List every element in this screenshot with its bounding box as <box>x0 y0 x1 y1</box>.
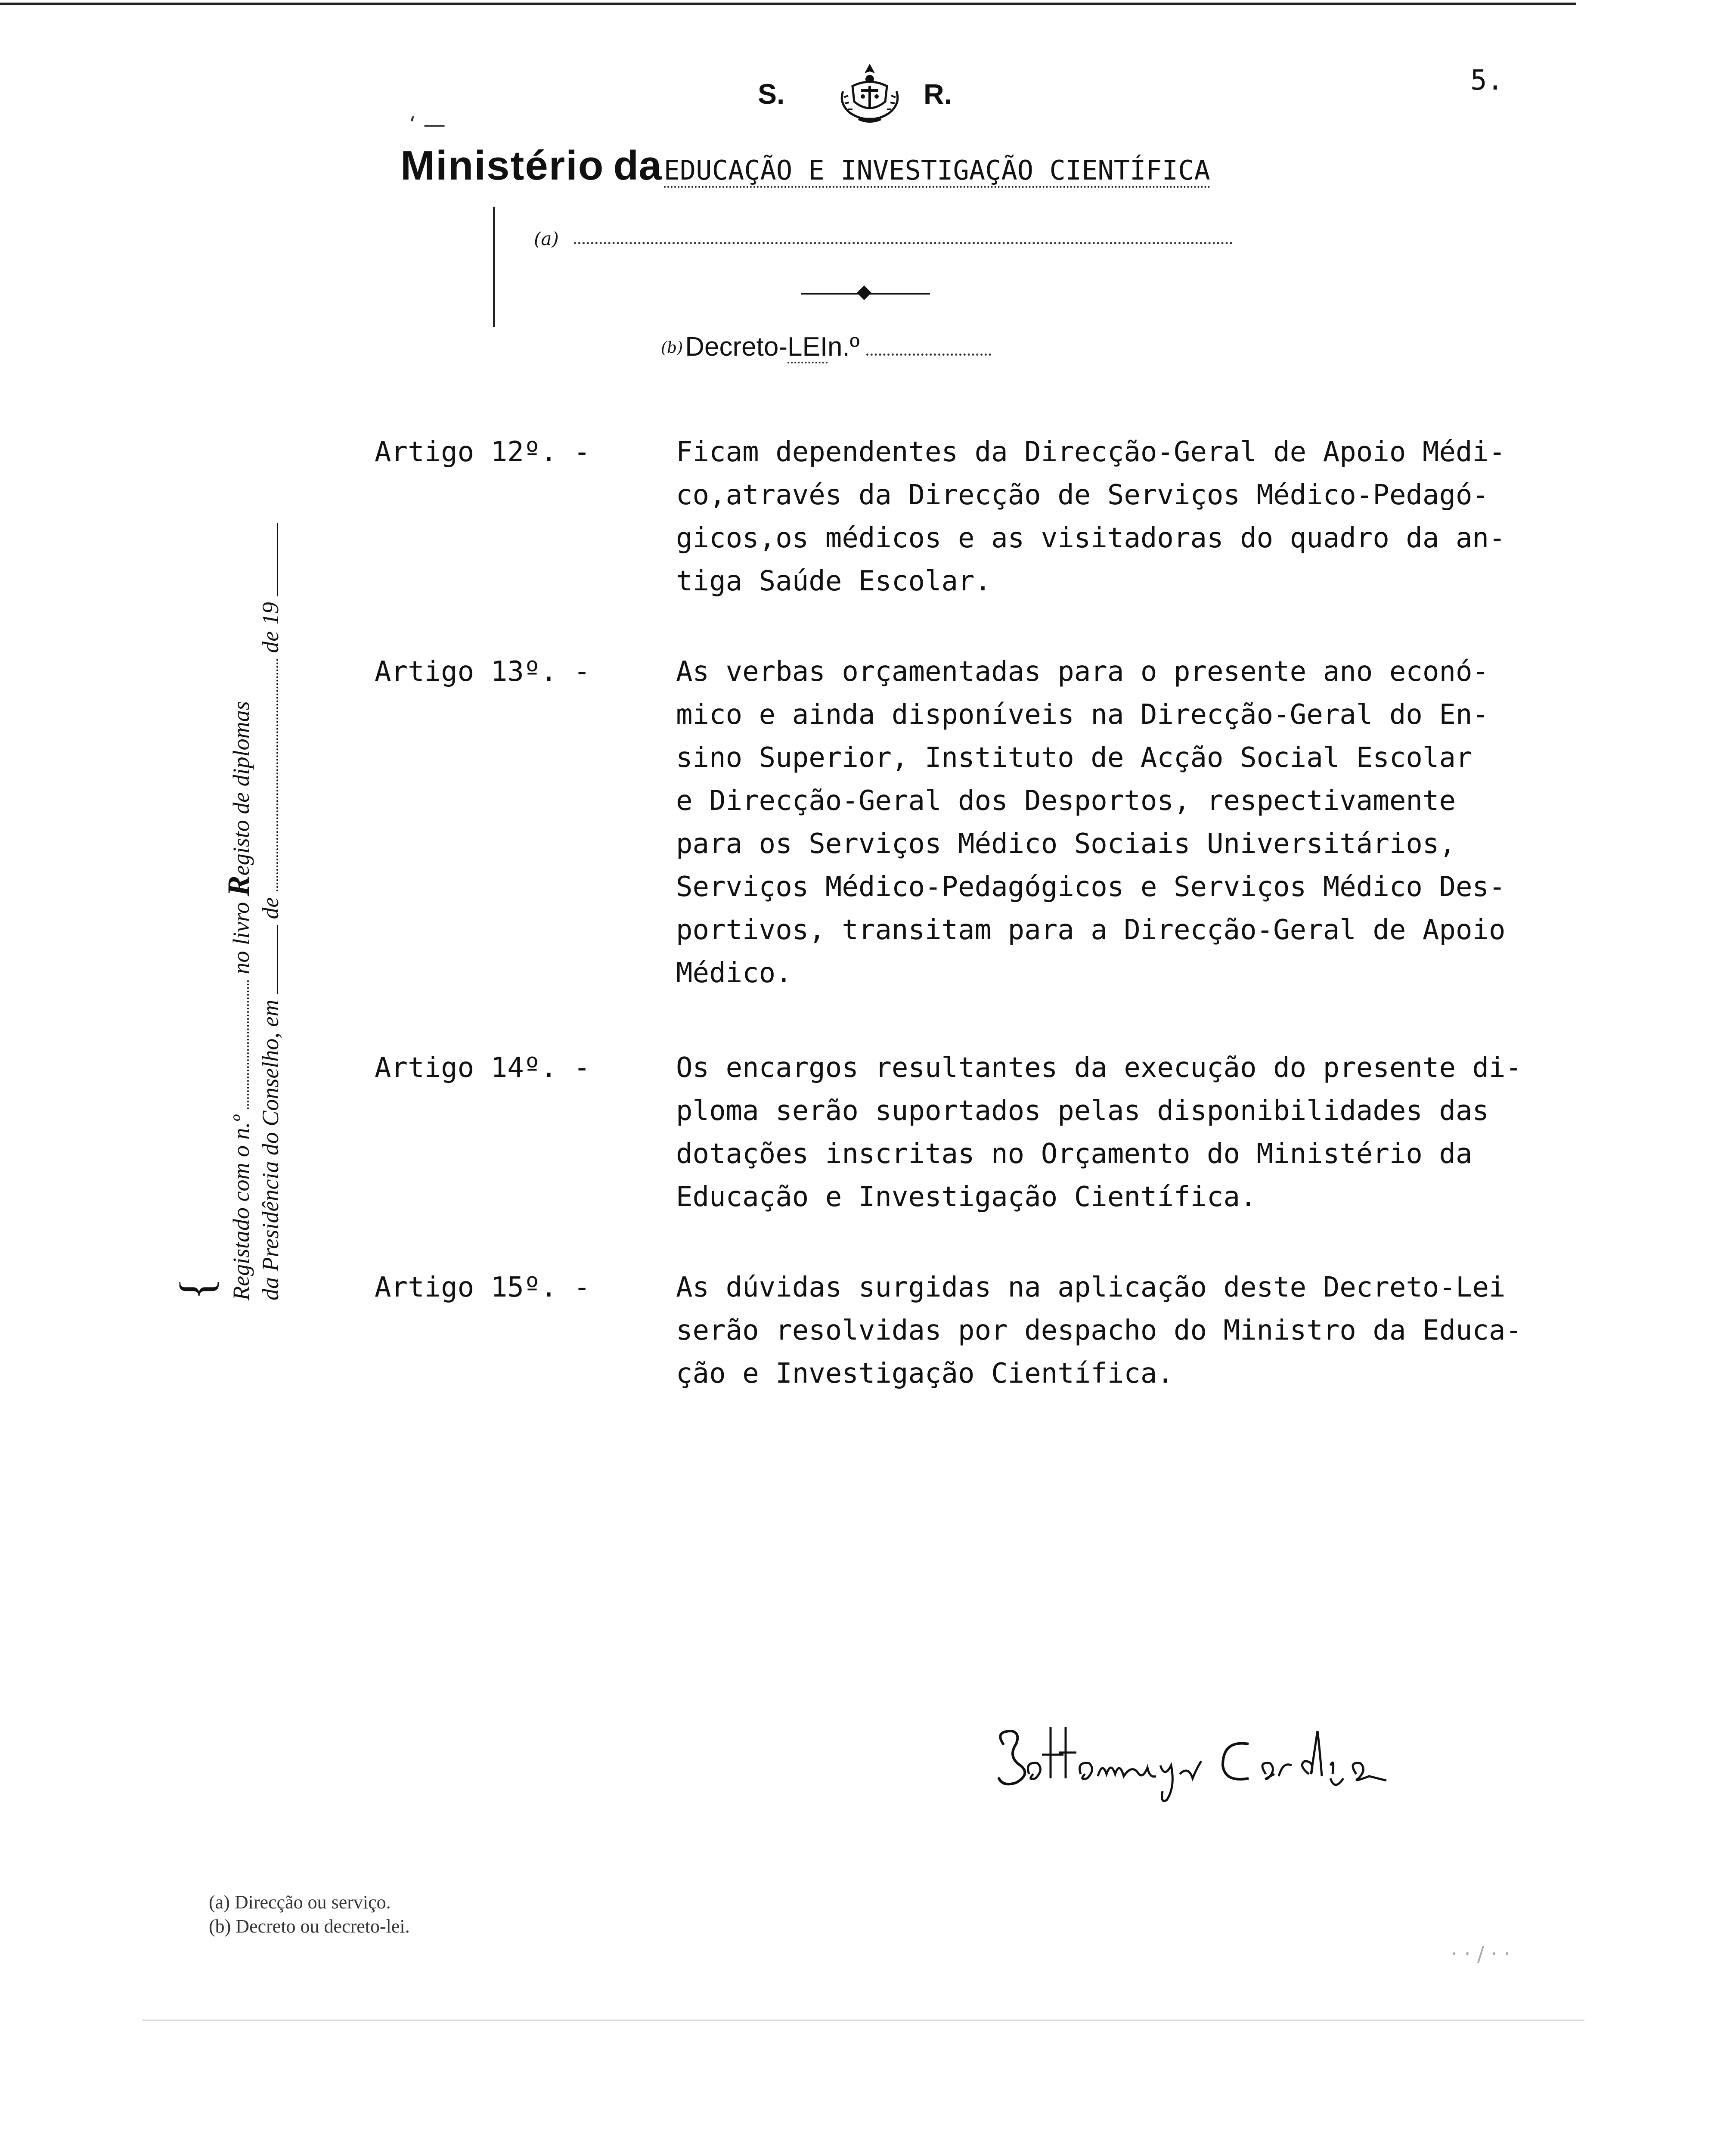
ministry-name: EDUCAÇÃO E INVESTIGAÇÃO CIENTÍFICA <box>664 155 1210 188</box>
article-line: sino Superior, Instituto de Acção Social Escolar <box>676 742 1472 774</box>
article-12 <box>375 431 1597 603</box>
article-label: Artigo 13º. - <box>375 656 590 688</box>
article-13 <box>375 650 1597 995</box>
of-label: de <box>257 897 283 919</box>
article-body <box>676 1266 1597 1395</box>
day-blank <box>277 925 278 994</box>
article-line: As dúvidas surgidas na aplicação deste Decreto-Lei <box>676 1272 1506 1303</box>
scan-marks: · · / · · <box>1451 1942 1511 1966</box>
decree-type-filled: LEI <box>787 332 828 363</box>
article-line: ploma serão suportados pelas disponibilidades das <box>676 1095 1489 1127</box>
article-line: portivos, transitam para a Direcção-Geral de Apoio <box>676 914 1506 946</box>
ministry-preposition: da <box>613 143 662 189</box>
top-rule <box>0 3 1576 5</box>
registration-number-label: Registado com o n.º <box>228 1115 254 1300</box>
article-line: ção e Investigação Científica. <box>676 1358 1174 1390</box>
ministry-heading <box>400 142 1210 189</box>
year-blank <box>277 523 278 596</box>
article-line: serão resolvidas por despacho do Ministro da Educa- <box>676 1315 1522 1346</box>
footnote-marker-a: (a) <box>534 228 559 249</box>
article-line: e Direcção-Geral dos Desportos, respectivamente <box>676 785 1456 817</box>
article-15 <box>375 1266 1597 1395</box>
article-line: co,através da Direcção de Serviços Médico-Pedagó- <box>676 479 1489 511</box>
handwritten-mark: R <box>221 875 256 897</box>
footnote-a: (a) Direcção ou serviço. <box>209 1892 391 1913</box>
divider-diamond-icon <box>857 285 871 300</box>
scan-edge-rule <box>142 2020 1584 2021</box>
article-line: gicos,os médicos e as visitadoras do quadro da an- <box>676 522 1506 554</box>
page-number: 5. <box>1470 65 1504 96</box>
book-label: no livro <box>228 902 254 974</box>
article-line: As verbas orçamentadas para o presente ano econó- <box>676 656 1489 688</box>
article-label: Artigo 14º. - <box>375 1052 590 1084</box>
article-body <box>676 431 1597 603</box>
article-line: Médico. <box>676 957 792 989</box>
margin-ticks: ‘ — <box>409 112 446 138</box>
register-label: egisto de diplomas <box>228 701 254 876</box>
header-sr-left: S. <box>758 78 785 110</box>
article-label: Artigo 15º. - <box>375 1272 590 1303</box>
decree-label: Decreto- <box>685 332 787 362</box>
presidency-label: da Presidência do Conselho, em <box>257 999 283 1300</box>
article-line: tiga Saúde Escolar. <box>676 565 992 597</box>
article-line: mico e ainda disponíveis na Direcção-Geral do En- <box>676 699 1489 731</box>
service-field <box>534 228 1233 249</box>
footnote-marker-b: (b) <box>661 339 683 357</box>
article-line: Serviços Médico-Pedagógicos e Serviços Médico Des- <box>676 871 1506 903</box>
article-body <box>676 650 1597 995</box>
decree-number-dotted-line <box>866 354 991 356</box>
month-blank <box>276 659 278 891</box>
decree-number-label: n.º <box>828 332 860 362</box>
article-line: Educação e Investigação Científica. <box>676 1181 1257 1213</box>
registration-line-1 <box>221 461 256 1300</box>
header-sr-right: R. <box>924 78 952 110</box>
article-line: para os Serviços Médico Sociais Universitários, <box>676 828 1456 860</box>
footnote-b: (b) Decreto ou decreto-lei. <box>209 1916 410 1937</box>
handwritten-signature <box>990 1714 1395 1809</box>
article-line: Ficam dependentes da Direcção-Geral de Apoio Médi- <box>676 436 1506 468</box>
article-line: dotações inscritas no Orçamento do Ministério da <box>676 1138 1472 1170</box>
article-line: Os encargos resultantes da execução do presente di- <box>676 1052 1522 1084</box>
decree-field <box>661 332 991 362</box>
registration-margin-note <box>221 461 283 1300</box>
ministry-word: Ministério <box>400 143 604 189</box>
registration-brace: { <box>170 1278 223 1300</box>
year-label: de 19 <box>257 602 283 653</box>
service-dotted-line <box>574 242 1233 244</box>
form-footnotes <box>209 1890 410 1939</box>
coat-of-arms-icon <box>835 60 904 125</box>
registration-line-2 <box>256 461 285 1300</box>
form-bracket-line <box>493 207 495 327</box>
article-label: Artigo 12º. - <box>375 436 590 468</box>
registration-number-blank <box>247 980 249 1109</box>
article-14 <box>375 1046 1597 1219</box>
article-body <box>676 1046 1597 1219</box>
